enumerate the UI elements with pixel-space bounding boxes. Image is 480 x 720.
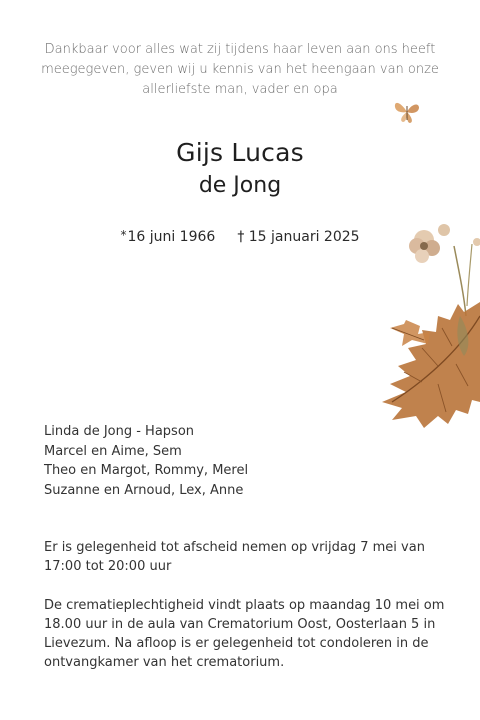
- intro-line: allerliefste man, vader en opa: [142, 82, 338, 97]
- family-member-line: Linda de Jong - Hapson: [44, 424, 195, 439]
- ceremony-info: [44, 538, 445, 673]
- butterfly-icon: [392, 96, 422, 128]
- farewell-line: Er is gelegenheid tot afscheid nemen op vrijdag 7 mei van: [44, 540, 425, 555]
- family-member-line: Marcel en Aime, Sem: [44, 443, 182, 459]
- family-list: [44, 422, 248, 500]
- birth-date: 16 juni 1966: [127, 229, 216, 245]
- family-member-line: Suzanne en Arnoud, Lex, Anne: [44, 482, 244, 498]
- cremation-line: ontvangkamer van het crematorium.: [44, 655, 285, 671]
- death-symbol: †: [237, 229, 245, 245]
- autumn-leaves-illustration: [372, 216, 480, 432]
- deceased-first-name: Gijs Lucas: [176, 138, 304, 167]
- deceased-last-name: de Jong: [198, 173, 282, 198]
- cremation-line: De crematieplechtigheid vindt plaats op maandag 10 mei om: [44, 597, 445, 613]
- intro-line: meegegeven, geven wij u kennis van het heengaan van onze: [41, 62, 439, 77]
- farewell-line: 17:00 tot 20:00 uur: [44, 559, 172, 575]
- cremation-line: Lievezum. Na afloop is er gelegenheid tot condoleren in de: [44, 636, 429, 652]
- family-member-line: Theo en Margot, Rommy, Merel: [44, 463, 249, 478]
- birth-symbol: *: [120, 228, 127, 242]
- intro-line: Dankbaar voor alles wat zij tijdens haar leven aan ons heeft: [44, 42, 436, 57]
- cremation-line: 18.00 uur in de aula van Crematorium Oost, Oosterlaan 5 in: [44, 616, 436, 632]
- intro-text: [40, 40, 440, 100]
- death-date: 15 januari 2025: [248, 229, 360, 245]
